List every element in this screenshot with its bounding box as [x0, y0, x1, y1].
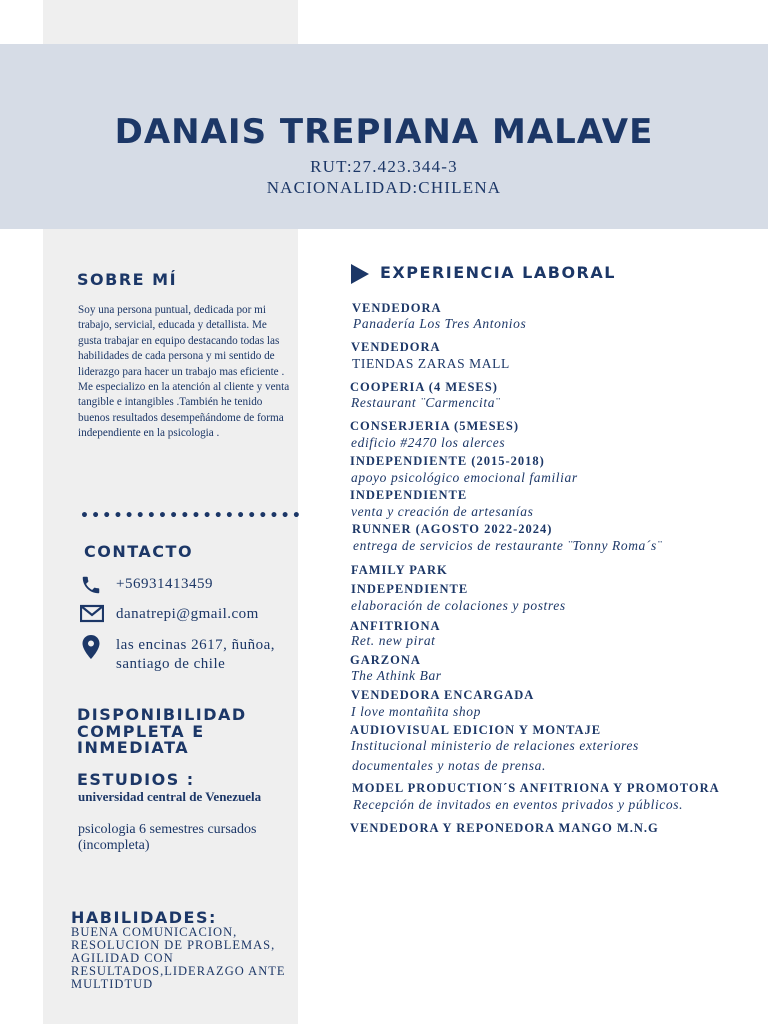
about-heading: SOBRE MÍ — [77, 270, 178, 289]
job-detail: elaboración de colaciones y postres — [351, 598, 566, 613]
job-title: ANFITRIONA — [350, 619, 441, 633]
studies-institution: universidad central de Venezuela — [78, 789, 262, 804]
candidate-name: DANAIS TREPIANA MALAVE — [114, 112, 654, 152]
job-title: VENDEDORA — [351, 340, 441, 354]
studies-detail: psicologia 6 semestres cursados (incompleta) — [78, 822, 257, 853]
job-detail: documentales y notas de prensa. — [352, 758, 546, 773]
job-detail: Ret. new pirat — [351, 633, 436, 648]
job-title: AUDIOVISUAL EDICION Y MONTAJE — [350, 723, 602, 737]
contact-email: danatrepi@gmail.com — [116, 606, 259, 622]
contact-phone: +56931413459 — [116, 576, 213, 592]
job-title: COOPERIA (4 MESES) — [350, 380, 498, 394]
availability-statement: DISPONIBILIDAD COMPLETA E INMEDIATA — [77, 705, 247, 757]
job-detail: Recepción de invitados en eventos privados y públicos. — [353, 797, 684, 812]
mail-icon — [80, 604, 104, 628]
experience-heading: EXPERIENCIA LABORAL — [380, 263, 616, 282]
section-divider: •••••••••••••••••••• — [80, 508, 303, 524]
job-title: INDEPENDIENTE (2015-2018) — [350, 454, 545, 468]
job-detail: I love montañita shop — [351, 704, 481, 719]
job-title: FAMILY PARK — [351, 563, 448, 577]
job-detail: Panadería Los Tres Antonios — [353, 316, 527, 331]
rut-line: RUT:27.423.344-3 — [310, 157, 458, 176]
job-detail: Restaurant ¨Carmencita¨ — [351, 395, 501, 410]
job-title: CONSERJERIA (5MESES) — [350, 419, 519, 433]
about-text: Soy una persona puntual, dedicada por mi trabajo, servicial, educada y detallista. Me gusta trabajar en equipo destacando todas las habilidades de cada persona y mi sentido de liderazgo para hacer un trabajo mas eficiente . Me especializo en la atención al cliente y venta tangible e intangibles .También he tenido buenos resultados desempeñándome de forma independiente en la psicologia . — [78, 304, 290, 440]
skills-heading: HABILIDADES: — [71, 908, 217, 927]
job-title: VENDEDORA — [352, 301, 442, 315]
contact-heading: CONTACTO — [84, 542, 194, 561]
job-detail: TIENDAS ZARAS MALL — [352, 356, 510, 371]
job-title: MODEL PRODUCTION´S ANFITRIONA Y PROMOTORA — [352, 781, 720, 795]
job-title: INDEPENDIENTE — [351, 582, 469, 596]
job-title: VENDEDORA ENCARGADA — [351, 688, 535, 702]
nationality-line: NACIONALIDAD:CHILENA — [266, 178, 502, 197]
job-title: INDEPENDIENTE — [350, 488, 468, 502]
phone-icon — [80, 574, 104, 598]
job-detail: The Athink Bar — [351, 668, 442, 683]
play-arrow-icon — [351, 264, 369, 284]
job-detail: entrega de servicios de restaurante ¨Tonny Roma´s¨ — [353, 538, 662, 553]
job-title: VENDEDORA Y REPONEDORA MANGO M.N.G — [350, 821, 659, 835]
job-detail: apoyo psicológico emocional familiar — [351, 470, 578, 485]
skills-text: BUENA COMUNICACION, RESOLUCION DE PROBLEMAS, AGILIDAD CON RESULTADOS,LIDERAZGO ANTE MULTIDTUD — [71, 925, 286, 991]
studies-heading: ESTUDIOS : — [77, 770, 195, 789]
job-detail: Institucional ministerio de relaciones exteriores — [351, 738, 639, 753]
job-title: RUNNER (AGOSTO 2022-2024) — [352, 522, 553, 536]
contact-address: las encinas 2617, ñuñoa, santiago de chile — [116, 637, 276, 672]
job-detail: edificio #2470 los alerces — [351, 435, 506, 450]
location-pin-icon — [80, 634, 104, 658]
job-detail: venta y creación de artesanías — [351, 504, 534, 519]
job-title: GARZONA — [350, 653, 421, 667]
